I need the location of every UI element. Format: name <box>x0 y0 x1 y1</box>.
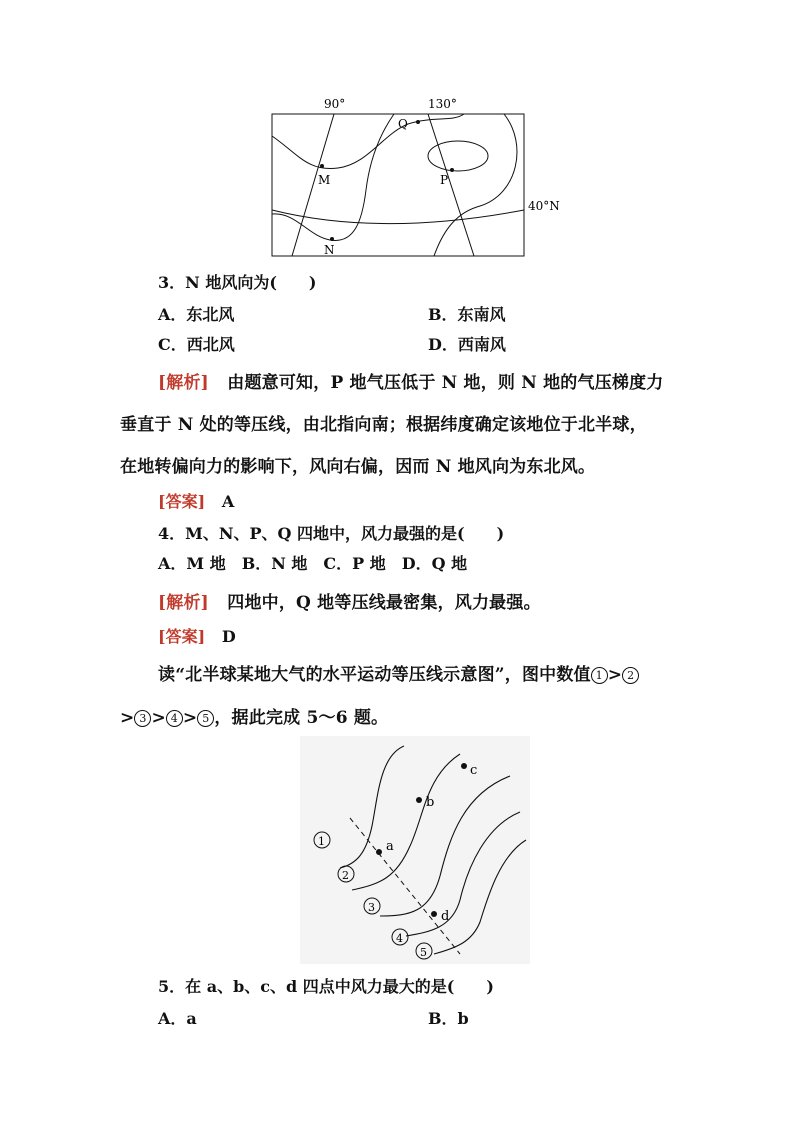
q4-analysis <box>158 588 541 613</box>
intro-text-2: ，据此完成 5～6 题。 <box>214 708 389 728</box>
q5-option-b: B．b <box>428 1009 469 1028</box>
circled-3: 3 <box>134 710 151 727</box>
point-c <box>461 763 467 769</box>
analysis-text: 由题意可知，P 地气压低于 N 地，则 N 地的气压梯度力 <box>227 373 664 393</box>
question-3-stem: 3．N 地风向为( ) <box>158 273 317 292</box>
question-4-stem: 4．M、N、P、Q 四地中，风力最强的是( ) <box>158 524 505 543</box>
latitude-40n <box>272 210 524 224</box>
map-frame <box>272 114 524 256</box>
intro-line1: 读“北半球某地大气的水平运动等压线示意图”，图中数值 1 > 2 <box>158 660 639 685</box>
q5-option-a: A．a <box>158 1009 197 1028</box>
label-130: 130° <box>428 97 457 111</box>
answer-value: A <box>221 492 235 511</box>
analysis-tag: [解析] <box>158 373 209 393</box>
q3-option-d: D．西南风 <box>428 335 506 354</box>
q3-option-b: B．东南风 <box>428 305 506 324</box>
label-m: M <box>318 173 331 187</box>
q3-analysis-line1 <box>158 368 664 393</box>
label-n: N <box>324 243 335 257</box>
isobar-3 <box>272 114 394 240</box>
circled-4: 4 <box>166 710 183 727</box>
point-d <box>431 911 437 917</box>
answer-value: D <box>221 627 236 646</box>
intro-line2: > 3 > 4 > 5 ，据此完成 5～6 题。 <box>120 708 389 728</box>
figure-background <box>300 736 530 964</box>
q4-answer <box>158 624 236 647</box>
q3-option-a: A．东北风 <box>158 305 235 324</box>
label-d: d <box>441 909 450 924</box>
longitude-130 <box>428 114 474 256</box>
point-m <box>320 164 324 168</box>
intro-text: 读“北半球某地大气的水平运动等压线示意图”，图中数值 <box>158 665 591 685</box>
label-90: 90° <box>324 97 346 111</box>
label-40n: 40°N <box>528 199 560 213</box>
isobar-map-figure <box>268 94 568 260</box>
circled-5: 5 <box>197 710 214 727</box>
isobar-1 <box>272 114 464 169</box>
circled-1: 1 <box>591 667 608 684</box>
question-5-stem: 5．在 a、b、c、d 四点中风力最大的是( ) <box>158 977 494 996</box>
analysis-text: 四地中，Q 地等压线最密集，风力最强。 <box>227 593 541 613</box>
label-b: b <box>426 795 435 810</box>
circled-2: 2 <box>622 667 639 684</box>
isobar-closed-low <box>428 141 488 171</box>
svg-text:3: 3 <box>368 901 375 914</box>
svg-text:4: 4 <box>396 932 403 945</box>
point-a <box>376 849 382 855</box>
q3-answer <box>158 489 234 512</box>
label-p: P <box>440 173 449 187</box>
answer-tag: [答案] <box>158 492 206 511</box>
q4-options: A．M 地 B．N 地 C．P 地 D．Q 地 <box>158 554 468 573</box>
point-b <box>416 797 422 803</box>
svg-text:1: 1 <box>318 835 325 848</box>
label-q: Q <box>398 117 408 131</box>
isobar-diagram-figure <box>300 736 530 964</box>
label-c: c <box>470 763 478 778</box>
q3-analysis-line2: 垂直于 N 处的等压线，由北指向南；根据纬度确定该地位于北半球， <box>120 415 647 435</box>
q3-option-c: C．西北风 <box>158 335 235 354</box>
point-q <box>416 120 420 124</box>
svg-text:5: 5 <box>420 946 427 959</box>
point-n <box>330 237 334 241</box>
point-p <box>450 168 454 172</box>
q3-analysis-line3: 在地转偏向力的影响下，风向右偏，因而 N 地风向为东北风。 <box>120 457 596 477</box>
svg-text:2: 2 <box>342 869 349 882</box>
answer-tag: [答案] <box>158 627 206 646</box>
analysis-tag: [解析] <box>158 593 209 613</box>
label-a: a <box>386 839 394 854</box>
